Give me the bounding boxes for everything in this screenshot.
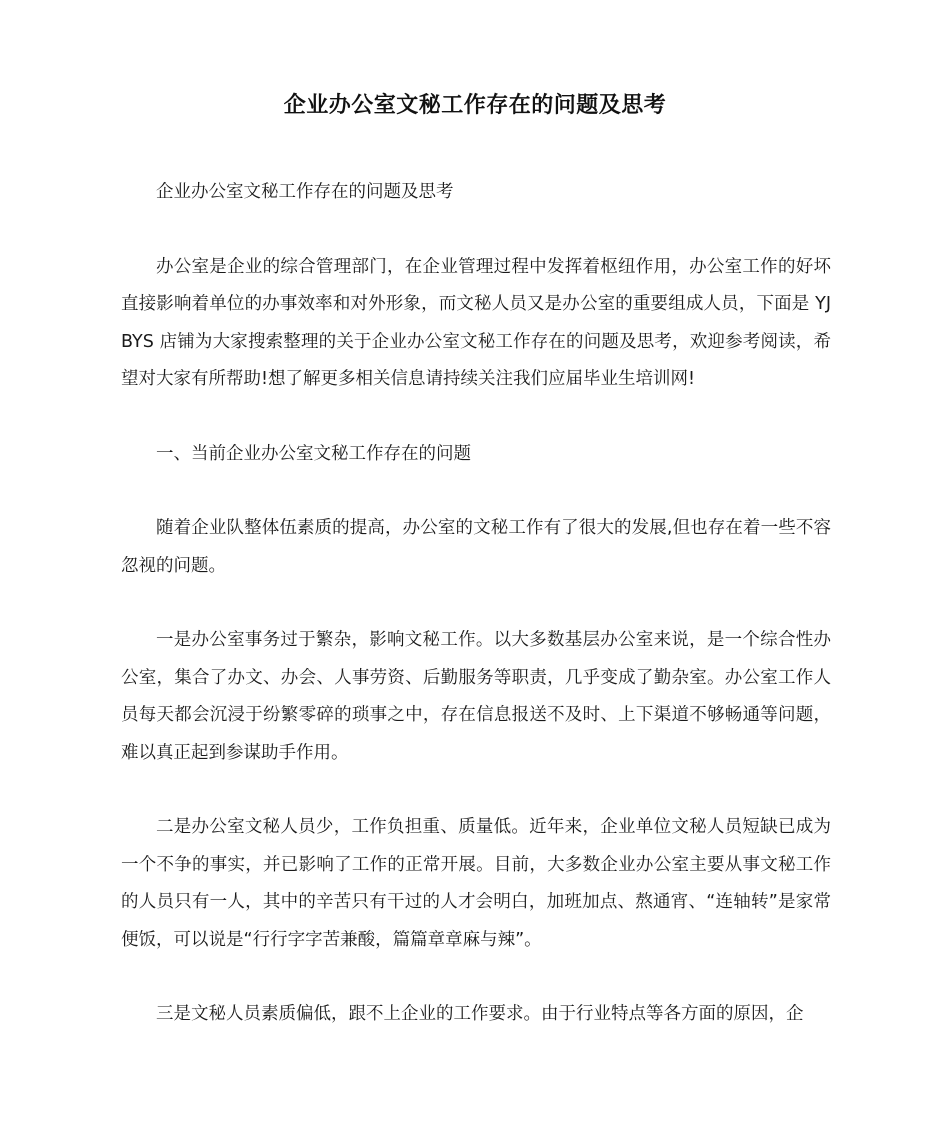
section-heading-problems: 一、当前企业办公室文秘工作存在的问题 — [156, 443, 471, 464]
document-title: 企业办公室文秘工作存在的问题及思考 — [283, 93, 667, 118]
paragraph-subtitle: 企业办公室文秘工作存在的问题及思考 — [156, 182, 454, 202]
paragraph-intro: 办公室是企业的综合管理部门，在企业管理过程中发挥着枢纽作用，办公室工作的好坏直接影响着单位的办事效率和对外形象，而文秘人员又是办公室的重要组成人员，下面是 YJBYS 店铺为大家搜索整理的关于企业办公室文秘工作存在的问题及思考，欢迎参考阅读，希望对大家有所帮助!想了解更多相关信息请持续关注我们应届毕业生培训网! — [121, 256, 831, 389]
paragraph-point-three: 三是文秘人员素质偏低，跟不上企业的工作要求。由于行业特点等各方面的原因，企 — [156, 1004, 804, 1024]
paragraph-overview: 随着企业队整体伍素质的提高，办公室的文秘工作有了很大的发展,但也存在着一些不容忽视的问题。 — [121, 518, 831, 576]
document-body — [121, 174, 831, 1071]
paragraph-point-two: 二是办公室文秘人员少，工作负担重、质量低。近年来，企业单位文秘人员短缺已成为一个不争的事实，并已影响了工作的正常开展。目前，大多数企业办公室主要从事文秘工作的人员只有一人，其中的辛苦只有干过的人才会明白，加班加点、熬通宵、“连轴转”是家常便饭，可以说是“行行字字苦兼酸，篇篇章章麻与辣”。 — [121, 817, 831, 950]
paragraph-point-one: 一是办公室事务过于繁杂，影响文秘工作。以大多数基层办公室来说，是一个综合性办公室，集合了办文、办会、人事劳资、后勤服务等职责，几乎变成了勤杂室。办公室工作人员每天都会沉浸于纷繁零碎的琐事之中，存在信息报送不及时、上下渠道不够畅通等问题，难以真正起到参谋助手作用。 — [121, 630, 831, 763]
